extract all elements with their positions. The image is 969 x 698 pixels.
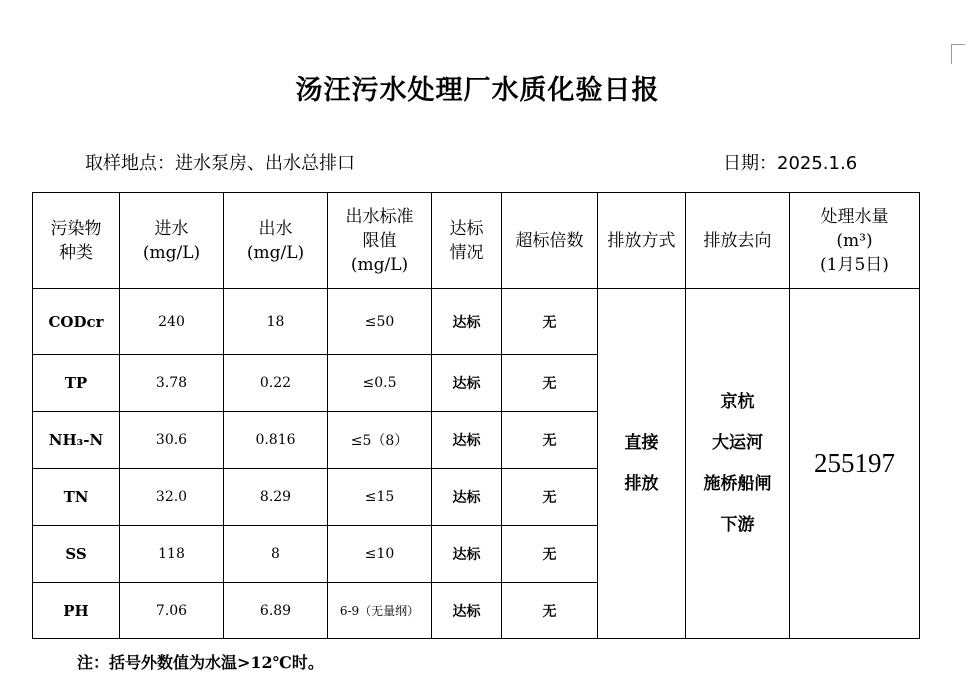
water-quality-table <box>32 192 920 639</box>
header-compliance: 达标 情况 <box>432 193 502 289</box>
exceed-ratio: 无 <box>502 583 598 639</box>
outflow-value: 0.22 <box>224 355 328 412</box>
exceed-ratio: 无 <box>502 355 598 412</box>
inflow-value: 118 <box>120 526 224 583</box>
header-discharge-destination: 排放去向 <box>686 193 790 289</box>
inflow-value: 7.06 <box>120 583 224 639</box>
pollutant-name: PH <box>33 583 120 639</box>
compliance-status: 达标 <box>432 289 502 355</box>
header-pollutant: 污染物 种类 <box>33 193 120 289</box>
standard-limit: ≤0.5 <box>328 355 432 412</box>
compliance-status: 达标 <box>432 412 502 469</box>
outflow-value: 0.816 <box>224 412 328 469</box>
treated-volume: 255197 <box>790 289 920 639</box>
header-outflow: 出水 (mg/L) <box>224 193 328 289</box>
exceed-ratio: 无 <box>502 469 598 526</box>
inflow-value: 240 <box>120 289 224 355</box>
standard-limit: ≤5（8） <box>328 412 432 469</box>
table-row <box>33 289 920 355</box>
standard-limit: 6-9（无量纲） <box>328 583 432 639</box>
outflow-value: 6.89 <box>224 583 328 639</box>
compliance-status: 达标 <box>432 355 502 412</box>
standard-limit: ≤10 <box>328 526 432 583</box>
inflow-value: 30.6 <box>120 412 224 469</box>
header-treated-volume: 处理水量 (m³) (1月5日) <box>790 193 920 289</box>
pollutant-name: CODcr <box>33 289 120 355</box>
discharge-destination: 京杭 大运河 施桥船闸 下游 <box>686 289 790 639</box>
header-exceed-ratio: 超标倍数 <box>502 193 598 289</box>
report-date: 日期：2025.1.6 <box>723 153 858 174</box>
outflow-value: 8 <box>224 526 328 583</box>
report-title: 汤汪污水处理厂水质化验日报 <box>295 75 660 106</box>
header-discharge-method: 排放方式 <box>598 193 686 289</box>
outflow-value: 8.29 <box>224 469 328 526</box>
compliance-status: 达标 <box>432 526 502 583</box>
header-inflow: 进水 (mg/L) <box>120 193 224 289</box>
exceed-ratio: 无 <box>502 289 598 355</box>
outflow-value: 18 <box>224 289 328 355</box>
inflow-value: 32.0 <box>120 469 224 526</box>
pollutant-name: NH₃-N <box>33 412 120 469</box>
exceed-ratio: 无 <box>502 412 598 469</box>
footnote: 注：括号外数值为水温>12℃时。 <box>77 653 324 672</box>
sampling-location: 取样地点：进水泵房、出水总排口 <box>85 153 355 174</box>
header-standard-limit: 出水标准 限值 (mg/L) <box>328 193 432 289</box>
exceed-ratio: 无 <box>502 526 598 583</box>
pollutant-name: TP <box>33 355 120 412</box>
inflow-value: 3.78 <box>120 355 224 412</box>
page-corner-mark <box>951 44 965 64</box>
header-row <box>33 193 920 289</box>
standard-limit: ≤15 <box>328 469 432 526</box>
compliance-status: 达标 <box>432 583 502 639</box>
standard-limit: ≤50 <box>328 289 432 355</box>
pollutant-name: TN <box>33 469 120 526</box>
compliance-status: 达标 <box>432 469 502 526</box>
discharge-method: 直接 排放 <box>598 289 686 639</box>
pollutant-name: SS <box>33 526 120 583</box>
